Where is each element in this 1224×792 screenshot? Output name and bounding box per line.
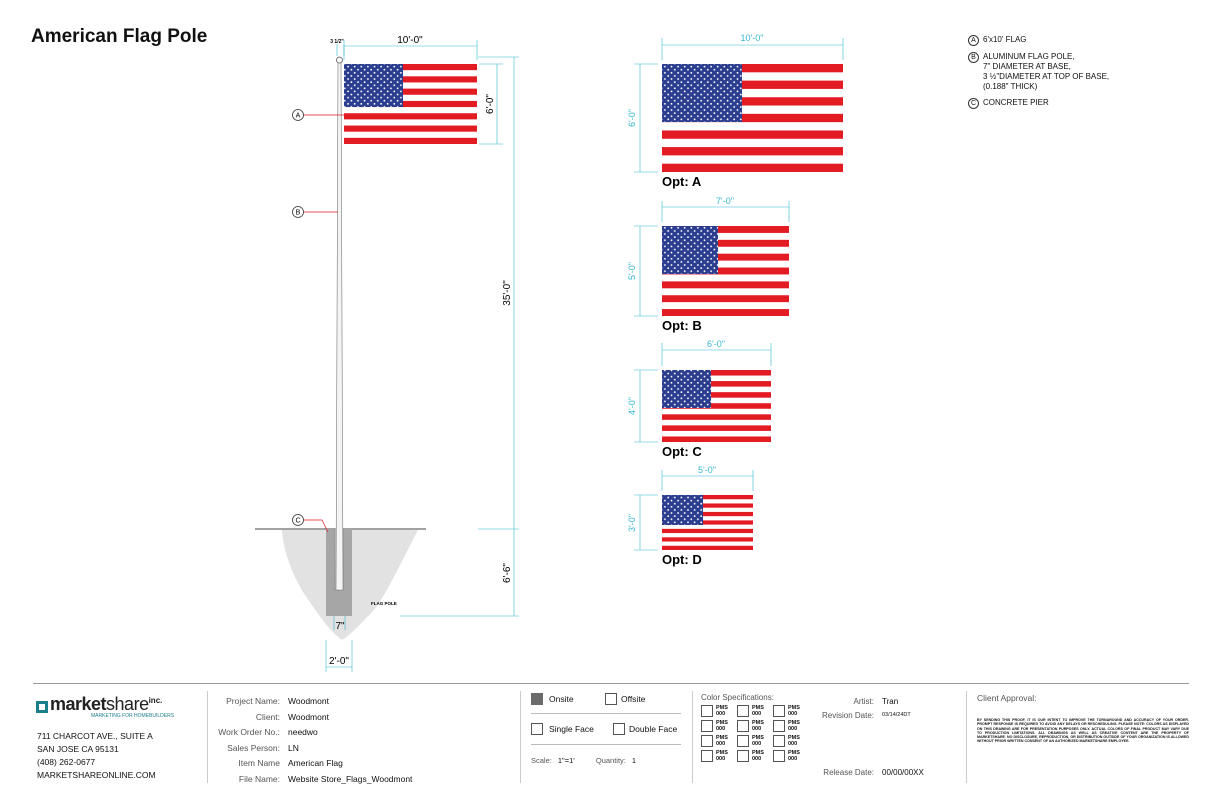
pms-swatch[interactable]: PMS 000 (701, 750, 737, 762)
footing-depth-dim: 6'-6" (502, 563, 513, 583)
svg-text:B: B (295, 209, 301, 217)
divider (207, 691, 208, 783)
client-approval-title: Client Approval: (977, 693, 1037, 703)
single-face-label: Single Face (549, 724, 594, 734)
phone: (408) 262-0677 (37, 757, 96, 767)
pms-swatch[interactable]: PMS 000 (737, 705, 773, 717)
pole-finial (337, 57, 343, 63)
option-b-width: 7'-0" (716, 196, 734, 206)
field-label: Sales Person: (227, 742, 280, 753)
pole-note: FLAG POLE (371, 601, 397, 606)
pms-swatch[interactable]: PMS 000 (773, 720, 809, 732)
field-value: needwo (288, 727, 318, 737)
field-value: American Flag (288, 758, 343, 768)
legend-key: C (968, 98, 979, 109)
brand-logo (36, 694, 174, 719)
option-b-label: Opt: B (662, 318, 702, 333)
project-info (210, 694, 412, 787)
option-a-flag (662, 64, 843, 172)
legend (968, 35, 1168, 109)
callout-a (293, 110, 304, 121)
logo-mark-icon (36, 701, 48, 713)
callout-b (293, 207, 304, 218)
option-d-flag (662, 495, 753, 550)
field-file-name (210, 772, 412, 788)
revision-date-label: Revision Date: (821, 710, 874, 720)
release-date-value: 00/00/00XX (882, 768, 924, 777)
company-address (37, 730, 156, 782)
field-label: Client: (255, 711, 280, 722)
artist-value: Tran (882, 697, 899, 706)
offsite-label: Offsite (621, 694, 646, 704)
pms-swatch[interactable]: PMS 000 (701, 705, 737, 717)
double-face-label: Double Face (629, 724, 678, 734)
pms-swatch[interactable]: PMS 000 (773, 750, 809, 762)
option-c-height: 4'-0" (627, 397, 637, 415)
release-date-label: Release Date: (823, 768, 874, 777)
color-spec-title: Color Specifications: (701, 693, 774, 702)
quantity-label: Quantity: (595, 755, 626, 765)
footing-width-dim: 2'-0" (329, 656, 349, 667)
field-value: Woodmont (288, 696, 329, 706)
flag-width-dim: 10'-0" (397, 35, 423, 46)
address-line: SAN JOSE CA 95131 (37, 744, 119, 754)
option-c-flag (662, 370, 771, 442)
legend-key: B (968, 52, 979, 63)
legend-item-c (968, 98, 1168, 109)
callout-c (293, 515, 304, 526)
field-value: LN (288, 742, 299, 753)
option-c-width: 6'-0" (707, 339, 725, 349)
field-label: Work Order No.: (218, 727, 280, 737)
legend-text: 6'x10' FLAG (983, 35, 1027, 44)
option-a-label: Opt: A (662, 174, 702, 189)
legend-text: ALUMINUM FLAG POLE, 7" DIAMETER AT BASE, 3 ½"DIAMETER AT TOP OF BASE, (0.188" THICK) (983, 52, 1110, 91)
pms-swatch[interactable]: PMS 000 (737, 720, 773, 732)
brand-name-bold: market (50, 694, 107, 714)
brand-suffix: inc. (148, 696, 163, 705)
pole-gap-dim: 3 1/2" (330, 39, 344, 45)
quantity-value: 1 (631, 755, 637, 765)
pms-swatch[interactable]: PMS 000 (737, 735, 773, 747)
field-project-name (210, 694, 412, 710)
pms-swatch[interactable]: PMS 000 (701, 735, 737, 747)
field-value: Website Store_Flags_Woodmont (288, 773, 413, 784)
legend-item-a (968, 35, 1168, 46)
svg-text:C: C (295, 517, 301, 525)
field-work-order (210, 725, 412, 741)
revision-date-value: 03/14/24DT (882, 712, 911, 718)
flag-height-dim: 6'-0" (485, 94, 496, 114)
pms-swatch[interactable]: PMS 000 (773, 735, 809, 747)
legend-item-b (968, 52, 1168, 92)
single-face-checkbox[interactable] (531, 723, 543, 735)
offsite-checkbox[interactable] (605, 693, 617, 705)
page-title: American Flag Pole (31, 26, 208, 47)
address-line: 711 CHARCOT AVE., SUITE A (37, 731, 153, 741)
option-a-height: 6'-0" (627, 109, 637, 127)
footer-divider (33, 683, 1189, 684)
color-specifications (701, 693, 809, 762)
field-label: Project Name: (226, 696, 280, 706)
brand-tagline: MARKETING FOR HOMEBUILDERS (91, 713, 175, 719)
artist-label: Artist: (853, 697, 874, 706)
client-approval (977, 693, 1189, 744)
field-label: File Name: (238, 773, 280, 784)
option-d-label: Opt: D (662, 552, 702, 567)
option-b-height: 5'-0" (627, 262, 637, 280)
option-d-height: 3'-0" (627, 514, 637, 532)
field-item-name (210, 756, 412, 772)
legend-text: CONCRETE PIER (983, 98, 1049, 107)
option-a-width: 10'-0" (740, 33, 764, 43)
artist-info (812, 694, 911, 721)
onsite-checkbox[interactable] (531, 693, 543, 705)
elevation-flag (344, 64, 477, 144)
onsite-label: Onsite (549, 694, 574, 704)
scale-label: Scale: (531, 755, 552, 765)
release-date (812, 768, 924, 777)
divider (692, 691, 693, 783)
field-value: Woodmont (288, 711, 329, 722)
brand-name-rest: share (106, 694, 149, 714)
pole-height-dim: 35'-0" (502, 280, 513, 306)
pole-diameter-dim: 7" (335, 621, 345, 632)
svg-text:A: A (295, 112, 301, 120)
option-c-label: Opt: C (662, 444, 702, 459)
approval-fine-print: BY SENDING THIS PROOF, IT IS OUR INTENT TO IMPROVE THE TURNAROUND AND ACCURACY OF YOUR ORDER. PROMPT RESPONSE IS REQUIRED TO AVOID ANY DELAYS OR RESCHEDULING. PLEASE NOTE: COLORS AS DISPLAYED ON THIS DRAWING ARE FOR PRESENTATION PURPOSES ONLY. ACTUAL COLORS OF FINAL PRODUCT MAY VARY DUE TO PRODUCTION LIMITATIONS. ALL DRAWINGS AS WELL AS CREATIVE CONTENT ARE THE PROPERTY OF MARKETSHARE. NO DISCLOSURE, REPRODUCTION, OR DISTRIBUTION OUTSIDE OF YOUR ORGANIZATION IS ALLOWED WITHOUT PRIOR WRITTEN CONSENT OF AN AUTHORIZED MARKETSHARE EMPLOYEE. (977, 718, 1189, 744)
double-face-checkbox[interactable] (613, 723, 625, 735)
install-options (531, 692, 681, 767)
pms-swatch[interactable]: PMS 000 (737, 750, 773, 762)
field-sales-person (210, 741, 412, 757)
field-label: Item Name (238, 758, 280, 768)
option-b-flag (662, 226, 789, 316)
divider (966, 691, 967, 783)
pms-grid (701, 705, 809, 762)
divider (520, 691, 521, 783)
legend-key: A (968, 35, 979, 46)
field-client (210, 710, 412, 726)
pms-swatch[interactable]: PMS 000 (701, 720, 737, 732)
website-link[interactable]: MARKETSHAREONLINE.COM (37, 770, 156, 780)
scale-value: 1"=1' (557, 755, 575, 765)
option-d-width: 5'-0" (698, 465, 716, 475)
pms-swatch[interactable]: PMS 000 (773, 705, 809, 717)
flag-pole (336, 60, 343, 590)
